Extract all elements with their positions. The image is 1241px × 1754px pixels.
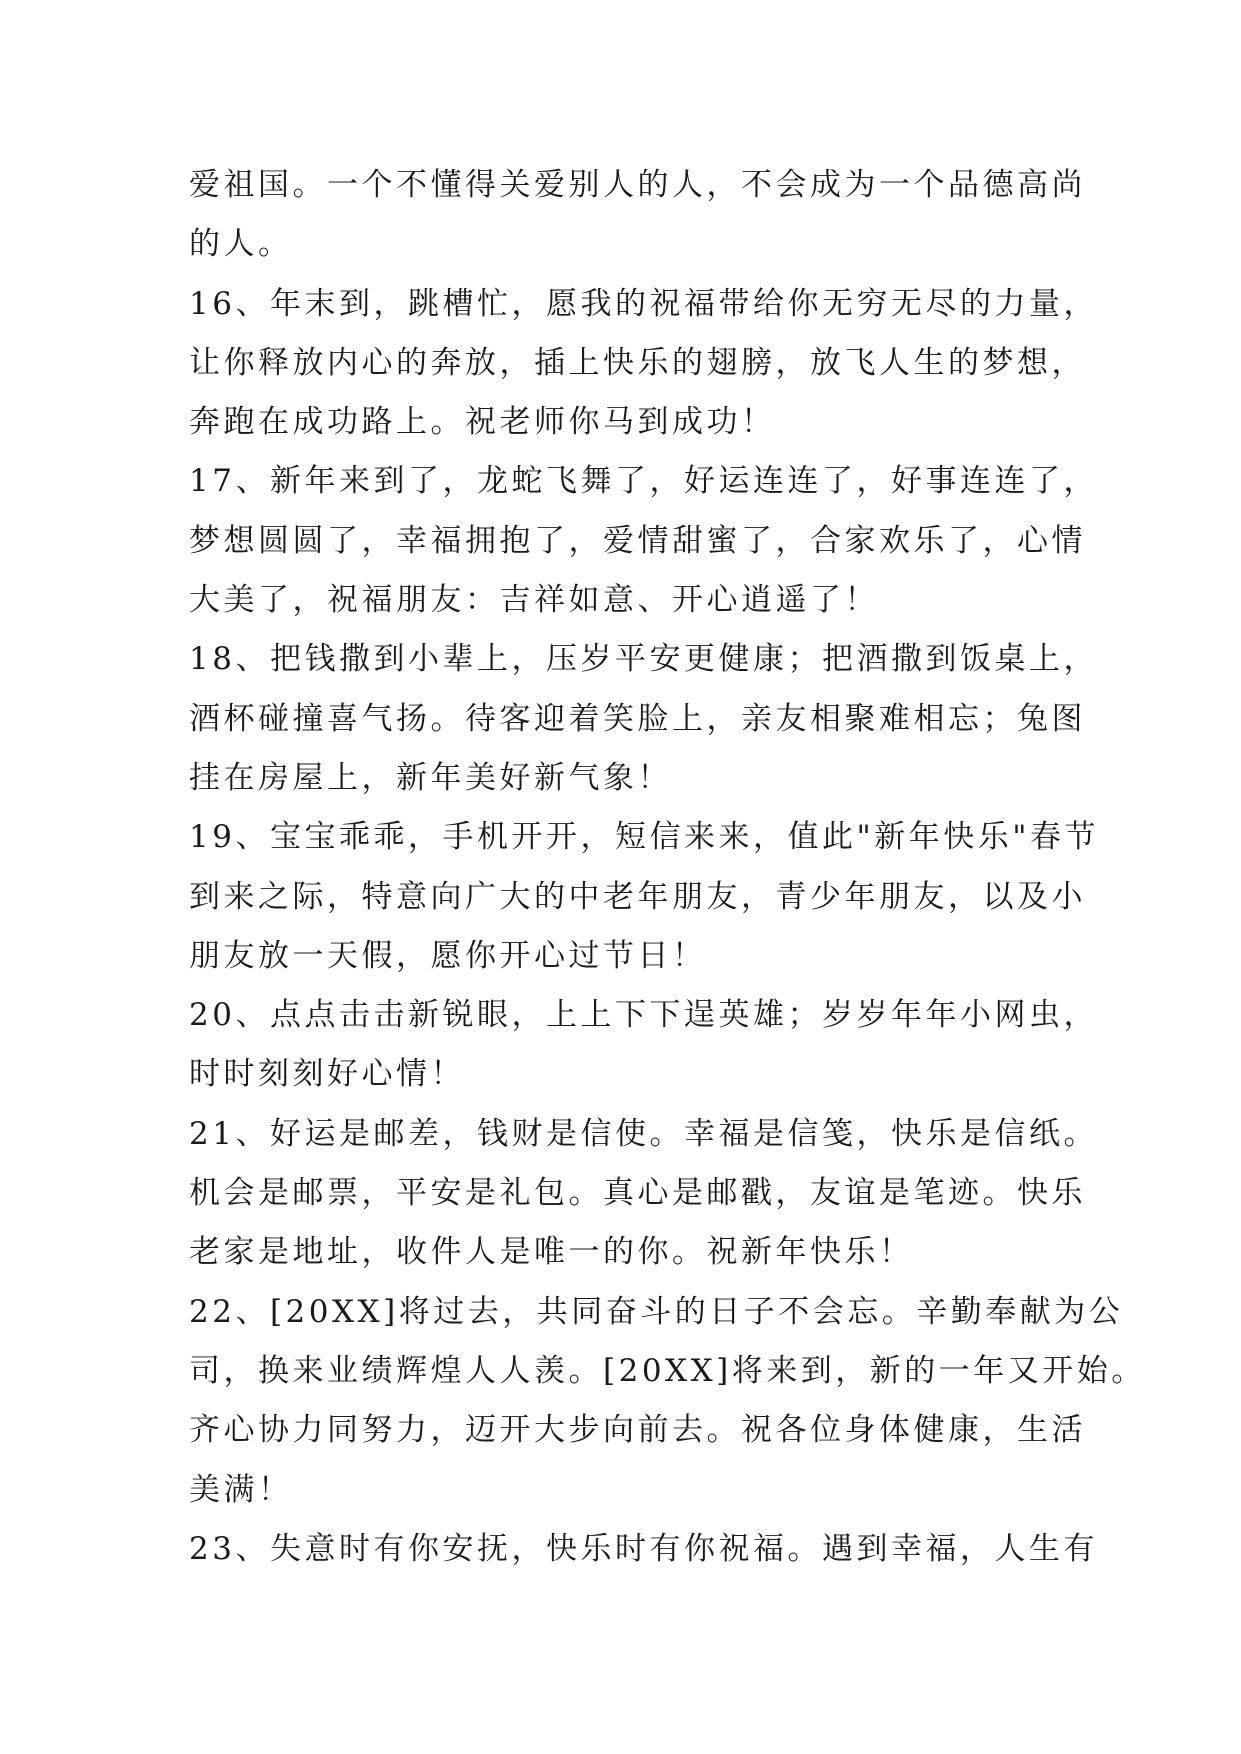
text-line: 22、[20XX]将过去，共同奋斗的日子不会忘。辛勤奉献为公 xyxy=(189,1293,1124,1330)
text-line: 梦想圆圆了，幸福拥抱了，爱情甜蜜了，合家欢乐了，心情 xyxy=(189,522,1086,559)
text-line: 21、好运是邮差，钱财是信使。幸福是信笺，快乐是信纸。 xyxy=(189,1115,1098,1152)
text-line: 挂在房屋上，新年美好新气象！ xyxy=(189,759,672,796)
text-line: 奔跑在成功路上。祝老师你马到成功！ xyxy=(189,404,776,441)
text-line: 23、失意时有你安抚，快乐时有你祝福。遇到幸福，人生有 xyxy=(189,1530,1098,1567)
text-line: 大美了，祝福朋友：吉祥如意、开心逍遥了！ xyxy=(189,582,879,619)
text-line: 美满！ xyxy=(189,1471,293,1508)
text-line: 20、点点击击新锐眼，上上下下逞英雄；岁岁年年小网虫， xyxy=(189,997,1098,1034)
text-line: 朋友放一天假，愿你开心过节日！ xyxy=(189,937,707,974)
text-line: 17、新年来到了，龙蛇飞舞了，好运连连了，好事连连了， xyxy=(189,463,1098,500)
text-line: 老家是地址，收件人是唯一的你。祝新年快乐！ xyxy=(189,1234,914,1271)
text-line: 到来之际，特意向广大的中老年朋友，青少年朋友，以及小 xyxy=(189,878,1086,915)
text-line: 让你释放内心的奔放，插上快乐的翅膀，放飞人生的梦想， xyxy=(189,344,1086,381)
text-line: 酒杯碰撞喜气扬。待客迎着笑脸上，亲友相聚难相忘；兔图 xyxy=(189,700,1086,737)
document-body xyxy=(189,156,1146,1579)
text-line: 的人。 xyxy=(189,226,293,263)
text-line: 齐心协力同努力，迈开大步向前去。祝各位身体健康，生活 xyxy=(189,1412,1086,1449)
text-line: 司，换来业绩辉煌人人羡。[20XX]将来到，新的一年又开始。 xyxy=(189,1352,1146,1389)
text-line: 机会是邮票，平安是礼包。真心是邮戳，友谊是笔迹。快乐 xyxy=(189,1175,1086,1212)
text-line: 16、年末到，跳槽忙，愿我的祝福带给你无穷无尽的力量， xyxy=(189,285,1098,322)
text-line: 18、把钱撒到小辈上，压岁平安更健康；把酒撒到饭桌上， xyxy=(189,641,1098,678)
text-line: 爱祖国。一个不懂得关爱别人的人，不会成为一个品德高尚 xyxy=(189,167,1086,203)
text-line: 19、宝宝乖乖，手机开开，短信来来，值此"新年快乐"春节 xyxy=(189,819,1099,856)
text-line: 时时刻刻好心情！ xyxy=(189,1056,465,1093)
